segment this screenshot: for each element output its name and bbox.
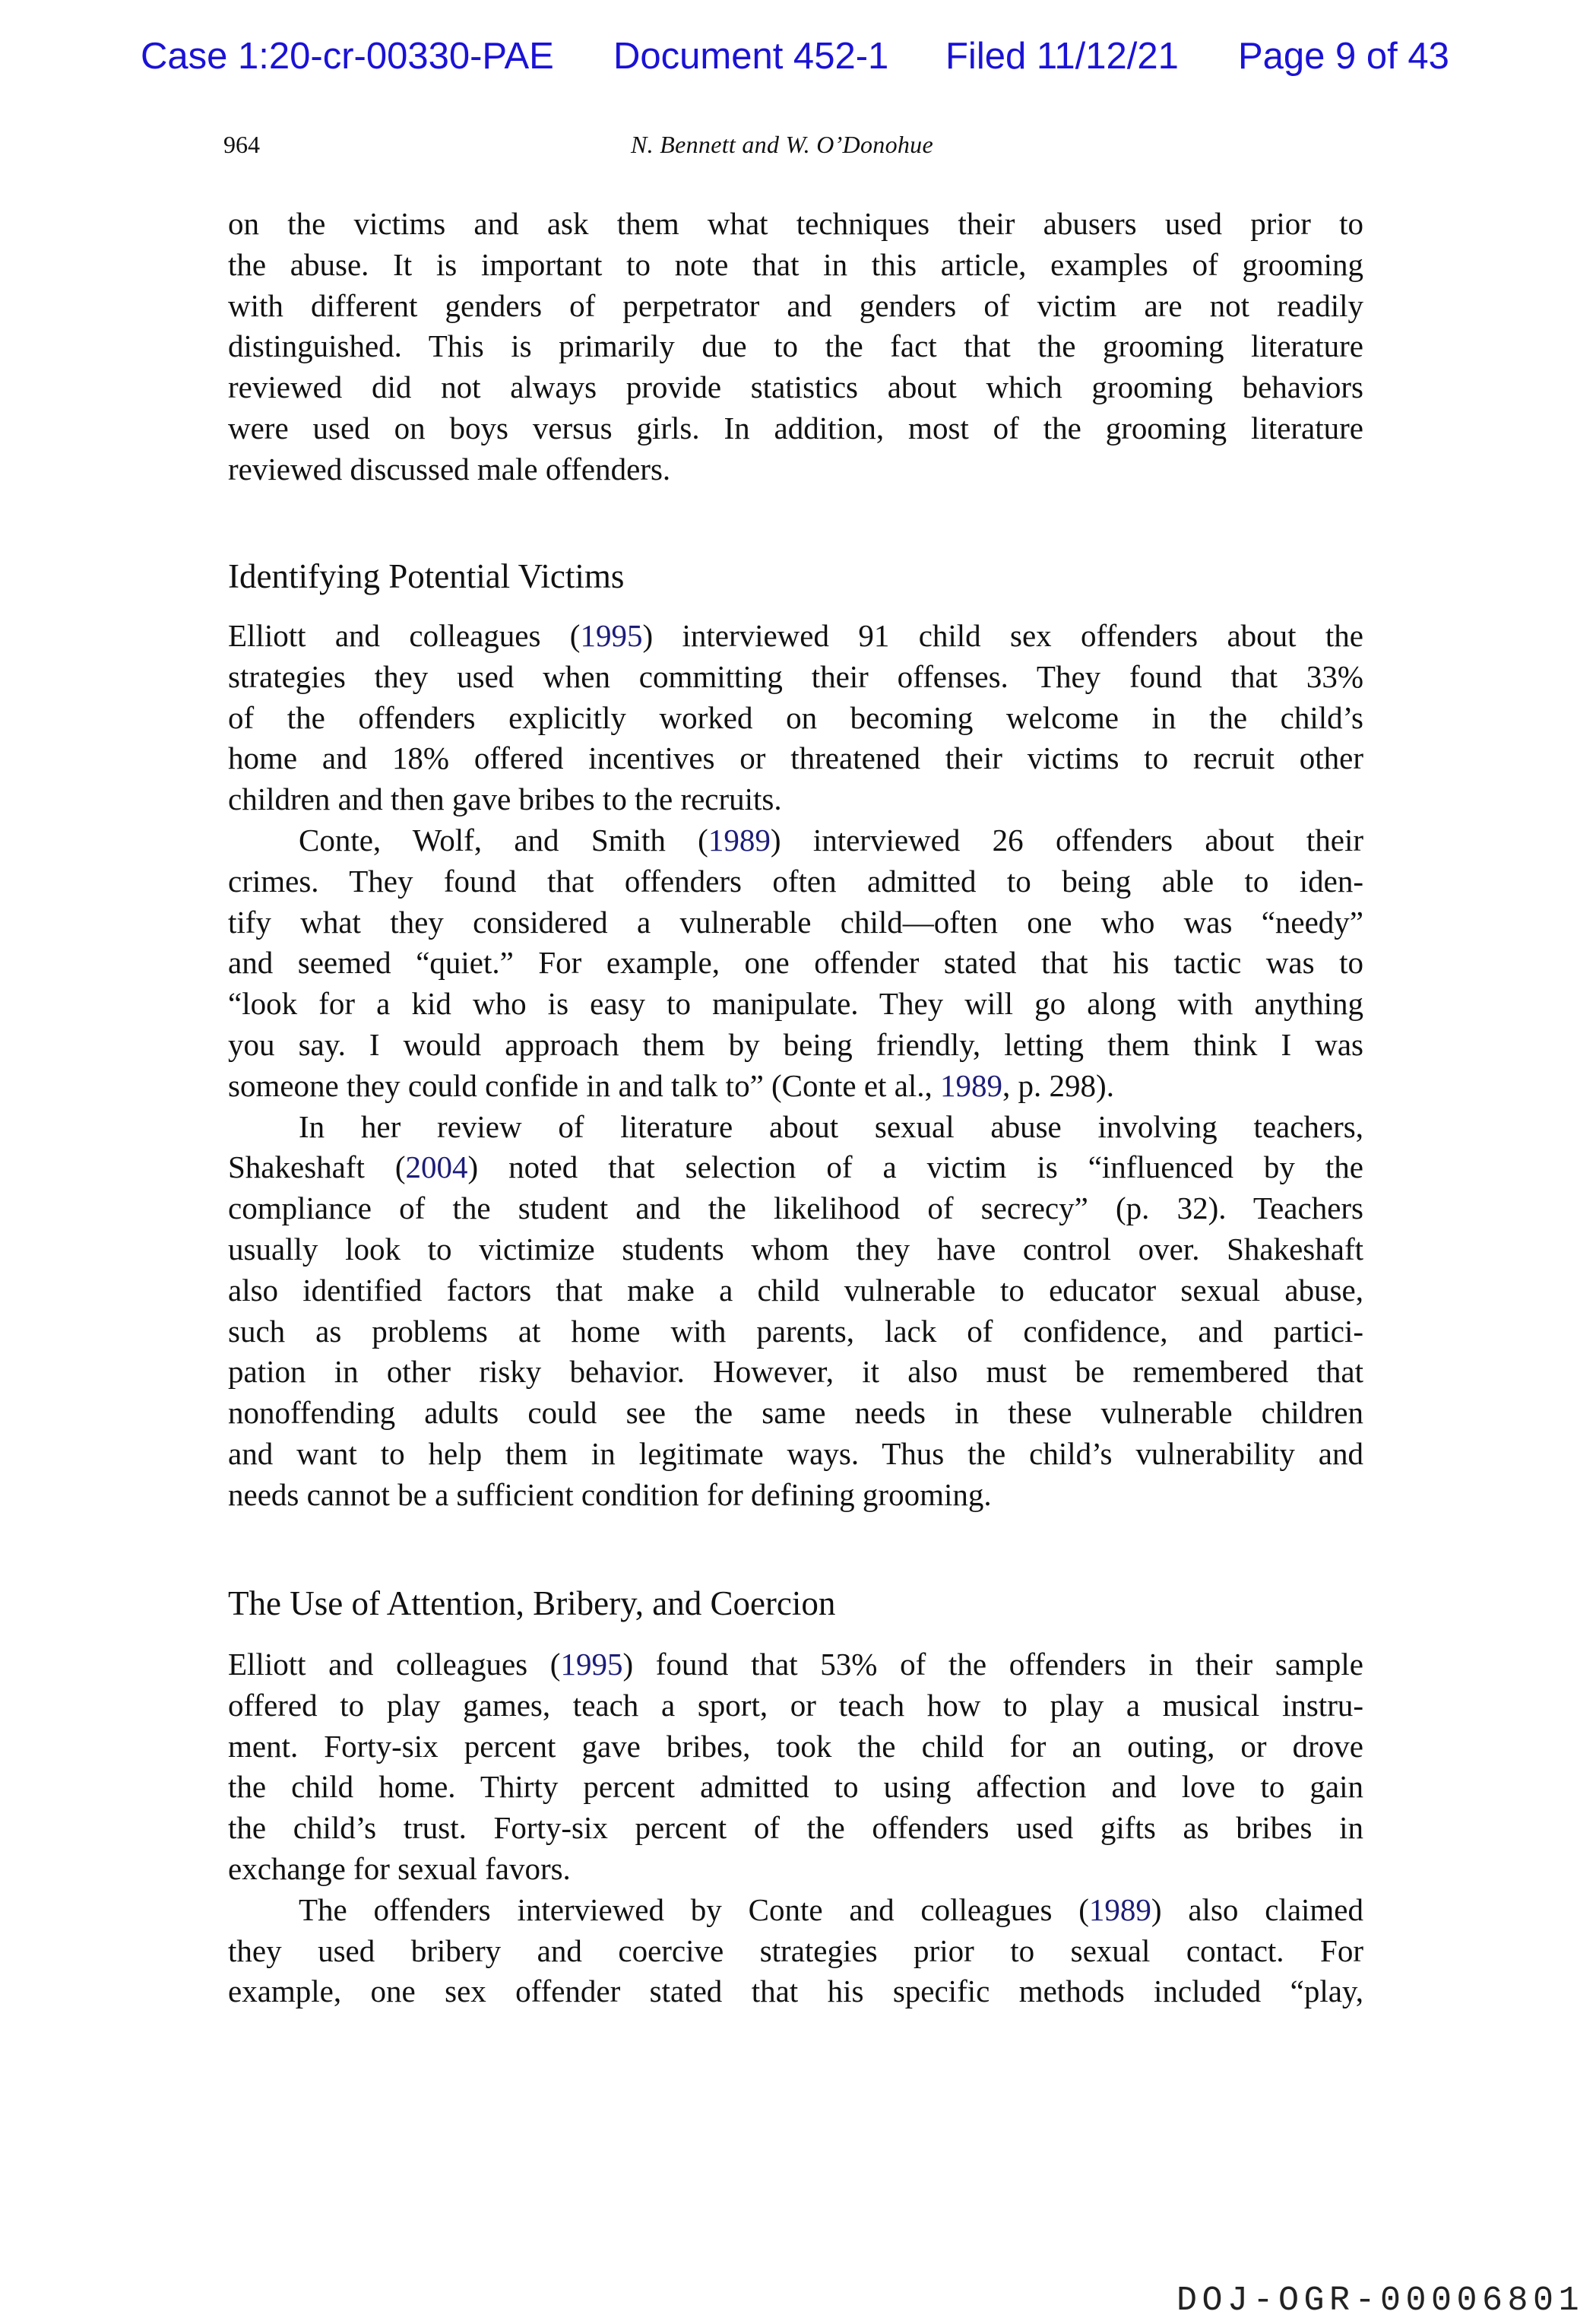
text-line — [228, 861, 1363, 902]
text-segment: children and then gave bribes to the recruits. — [228, 782, 782, 817]
text-segment: the abuse. It is important to note that in this article, examples of grooming — [228, 246, 1363, 282]
text-segment: ment. Forty-six percent gave bribes, took the child for an outing, or drove — [228, 1728, 1363, 1764]
text-segment: Elliott and colleagues ( — [228, 618, 581, 653]
text-segment: needs cannot be a sufficient condition for defining grooming. — [228, 1476, 992, 1512]
text-segment: also identified factors that make a child vulnerable to educator sexual abuse, — [228, 1272, 1363, 1308]
text-line — [228, 1970, 1363, 2012]
text-segment: the child’s trust. Forty-six percent of the offenders used gifts as bribes in — [228, 1810, 1363, 1846]
citation-year-link[interactable]: 1989 — [940, 1067, 1003, 1103]
text-segment: someone they could confide in and talk to” (Conte et al., — [228, 1067, 941, 1103]
text-line — [228, 1766, 1363, 1807]
citation-year-link[interactable]: 1995 — [560, 1647, 623, 1682]
text-segment: you say. I would approach them by being friendly, letting them think I was — [228, 1027, 1363, 1062]
text-line — [228, 778, 1363, 820]
text-line — [228, 1270, 1363, 1311]
text-line — [299, 820, 1363, 861]
text-line — [228, 942, 1363, 983]
text-line — [228, 203, 1363, 244]
text-segment: pation in other risky behavior. However, it also must be remembered that — [228, 1354, 1363, 1390]
text-segment: and seemed “quiet.” For example, one offender stated that his tactic was to — [228, 945, 1363, 981]
text-segment: example, one sex offender stated that his specific methods included “play, — [228, 1974, 1363, 2009]
text-segment: they used bribery and coercive strategies prior to sexual contact. For — [228, 1932, 1363, 1968]
text-segment: reviewed did not always provide statistics about which grooming behaviors — [228, 369, 1363, 405]
text-line — [228, 244, 1363, 285]
citation-year-link[interactable]: 1995 — [580, 618, 643, 653]
text-line — [228, 1848, 1363, 1889]
text-line — [228, 1433, 1363, 1474]
court-filing-stamp — [0, 33, 1596, 79]
citation-year-link[interactable]: 1989 — [708, 823, 771, 858]
text-line — [228, 407, 1363, 449]
text-segment: crimes. They found that offenders often admitted to being able to iden- — [228, 863, 1363, 899]
text-line — [228, 449, 1363, 490]
text-line — [228, 1065, 1363, 1106]
text-segment: the child home. Thirty percent admitted to using affection and love to gain — [228, 1769, 1363, 1805]
text-segment: The offenders interviewed by Conte and colleagues ( — [299, 1891, 1089, 1927]
text-segment: compliance of the student and the likelihood of secrecy” (p. 32). Teachers — [228, 1191, 1363, 1226]
text-segment: usually look to victimize students whom they have control over. Shakeshaft — [228, 1232, 1363, 1267]
text-segment: offered to play games, teach a sport, or teach how to play a musical instru- — [228, 1687, 1363, 1723]
text-segment: ) noted that selection of a victim is “influenced by the — [467, 1149, 1363, 1185]
text-line — [228, 1392, 1363, 1433]
text-segment: , p. 298). — [1002, 1067, 1114, 1103]
text-segment: strategies they used when committing their offenses. They found that 33% — [228, 658, 1363, 694]
page-number: 964 — [223, 131, 260, 158]
text-segment: Conte, Wolf, and Smith ( — [299, 823, 708, 858]
text-line — [228, 983, 1363, 1024]
text-line — [228, 1685, 1363, 1726]
text-line — [299, 1889, 1363, 1930]
text-line — [228, 1229, 1363, 1270]
text-segment: Elliott and colleagues ( — [228, 1647, 561, 1682]
text-line — [228, 1807, 1363, 1848]
text-segment: were used on boys versus girls. In addition, most of the grooming literature — [228, 411, 1363, 445]
text-line — [228, 1726, 1363, 1767]
text-line — [228, 1146, 1363, 1187]
text-line — [228, 615, 1363, 656]
section-heading: Identifying Potential Victims — [228, 557, 625, 595]
text-line — [228, 285, 1363, 326]
document-number: Document 452-1 — [613, 36, 889, 77]
text-segment: ) interviewed 91 child sex offenders about the — [642, 618, 1363, 653]
text-segment: “look for a kid who is easy to manipulate. They will go along with anything — [228, 986, 1363, 1022]
bates-number: DOJ-OGR-00006801 — [1176, 2281, 1585, 2320]
text-line — [228, 902, 1363, 943]
text-segment: and want to help them in legitimate ways. Thus the child’s vulnerability and — [228, 1436, 1363, 1471]
text-segment: such as problems at home with parents, lack of confidence, and partici- — [228, 1313, 1363, 1349]
text-line — [228, 366, 1363, 407]
text-segment: with different genders of perpetrator and genders of victim are not readily — [228, 287, 1363, 323]
text-line — [228, 737, 1363, 778]
citation-year-link[interactable]: 1989 — [1088, 1891, 1151, 1927]
text-segment: on the victims and ask them what techniques their abusers used prior to — [228, 206, 1363, 241]
text-segment: nonoffending adults could see the same needs in these vulnerable children — [228, 1395, 1363, 1431]
text-segment: In her review of literature about sexual abuse involving teachers, — [299, 1108, 1363, 1144]
text-segment: Shakeshaft ( — [228, 1149, 406, 1185]
running-head-authors: N. Bennett and W. O’Donohue — [631, 131, 933, 158]
text-line — [228, 1474, 1363, 1515]
text-segment: exchange for sexual favors. — [228, 1851, 571, 1886]
case-number: Case 1:20-cr-00330-PAE — [141, 36, 554, 77]
text-line — [228, 1187, 1363, 1229]
text-segment: reviewed discussed male offenders. — [228, 451, 671, 487]
text-segment: of the offenders explicitly worked on becoming welcome in the child’s — [228, 699, 1363, 735]
text-segment: ) found that 53% of the offenders in their sample — [622, 1647, 1363, 1682]
filed-date: Filed 11/12/21 — [945, 36, 1179, 77]
text-line — [228, 697, 1363, 738]
citation-year-link[interactable]: 2004 — [405, 1149, 468, 1185]
text-segment: home and 18% offered incentives or threatened their victims to recruit other — [228, 740, 1363, 776]
text-line — [228, 1930, 1363, 1971]
text-segment: tify what they considered a vulnerable child—often one who was “needy” — [228, 904, 1363, 940]
text-line — [228, 1351, 1363, 1392]
text-segment: ) also claimed — [1151, 1891, 1363, 1927]
text-segment: distinguished. This is primarily due to the fact that the grooming literature — [228, 328, 1363, 364]
page-count: Page 9 of 43 — [1238, 36, 1449, 77]
text-line — [228, 325, 1363, 366]
text-line — [228, 1311, 1363, 1352]
section-heading: The Use of Attention, Bribery, and Coercion — [228, 1584, 836, 1622]
text-line — [228, 1024, 1363, 1065]
text-line — [228, 1644, 1363, 1685]
text-line — [299, 1106, 1363, 1147]
text-line — [228, 656, 1363, 697]
running-head — [0, 128, 1596, 161]
text-segment: ) interviewed 26 offenders about their — [770, 823, 1363, 858]
